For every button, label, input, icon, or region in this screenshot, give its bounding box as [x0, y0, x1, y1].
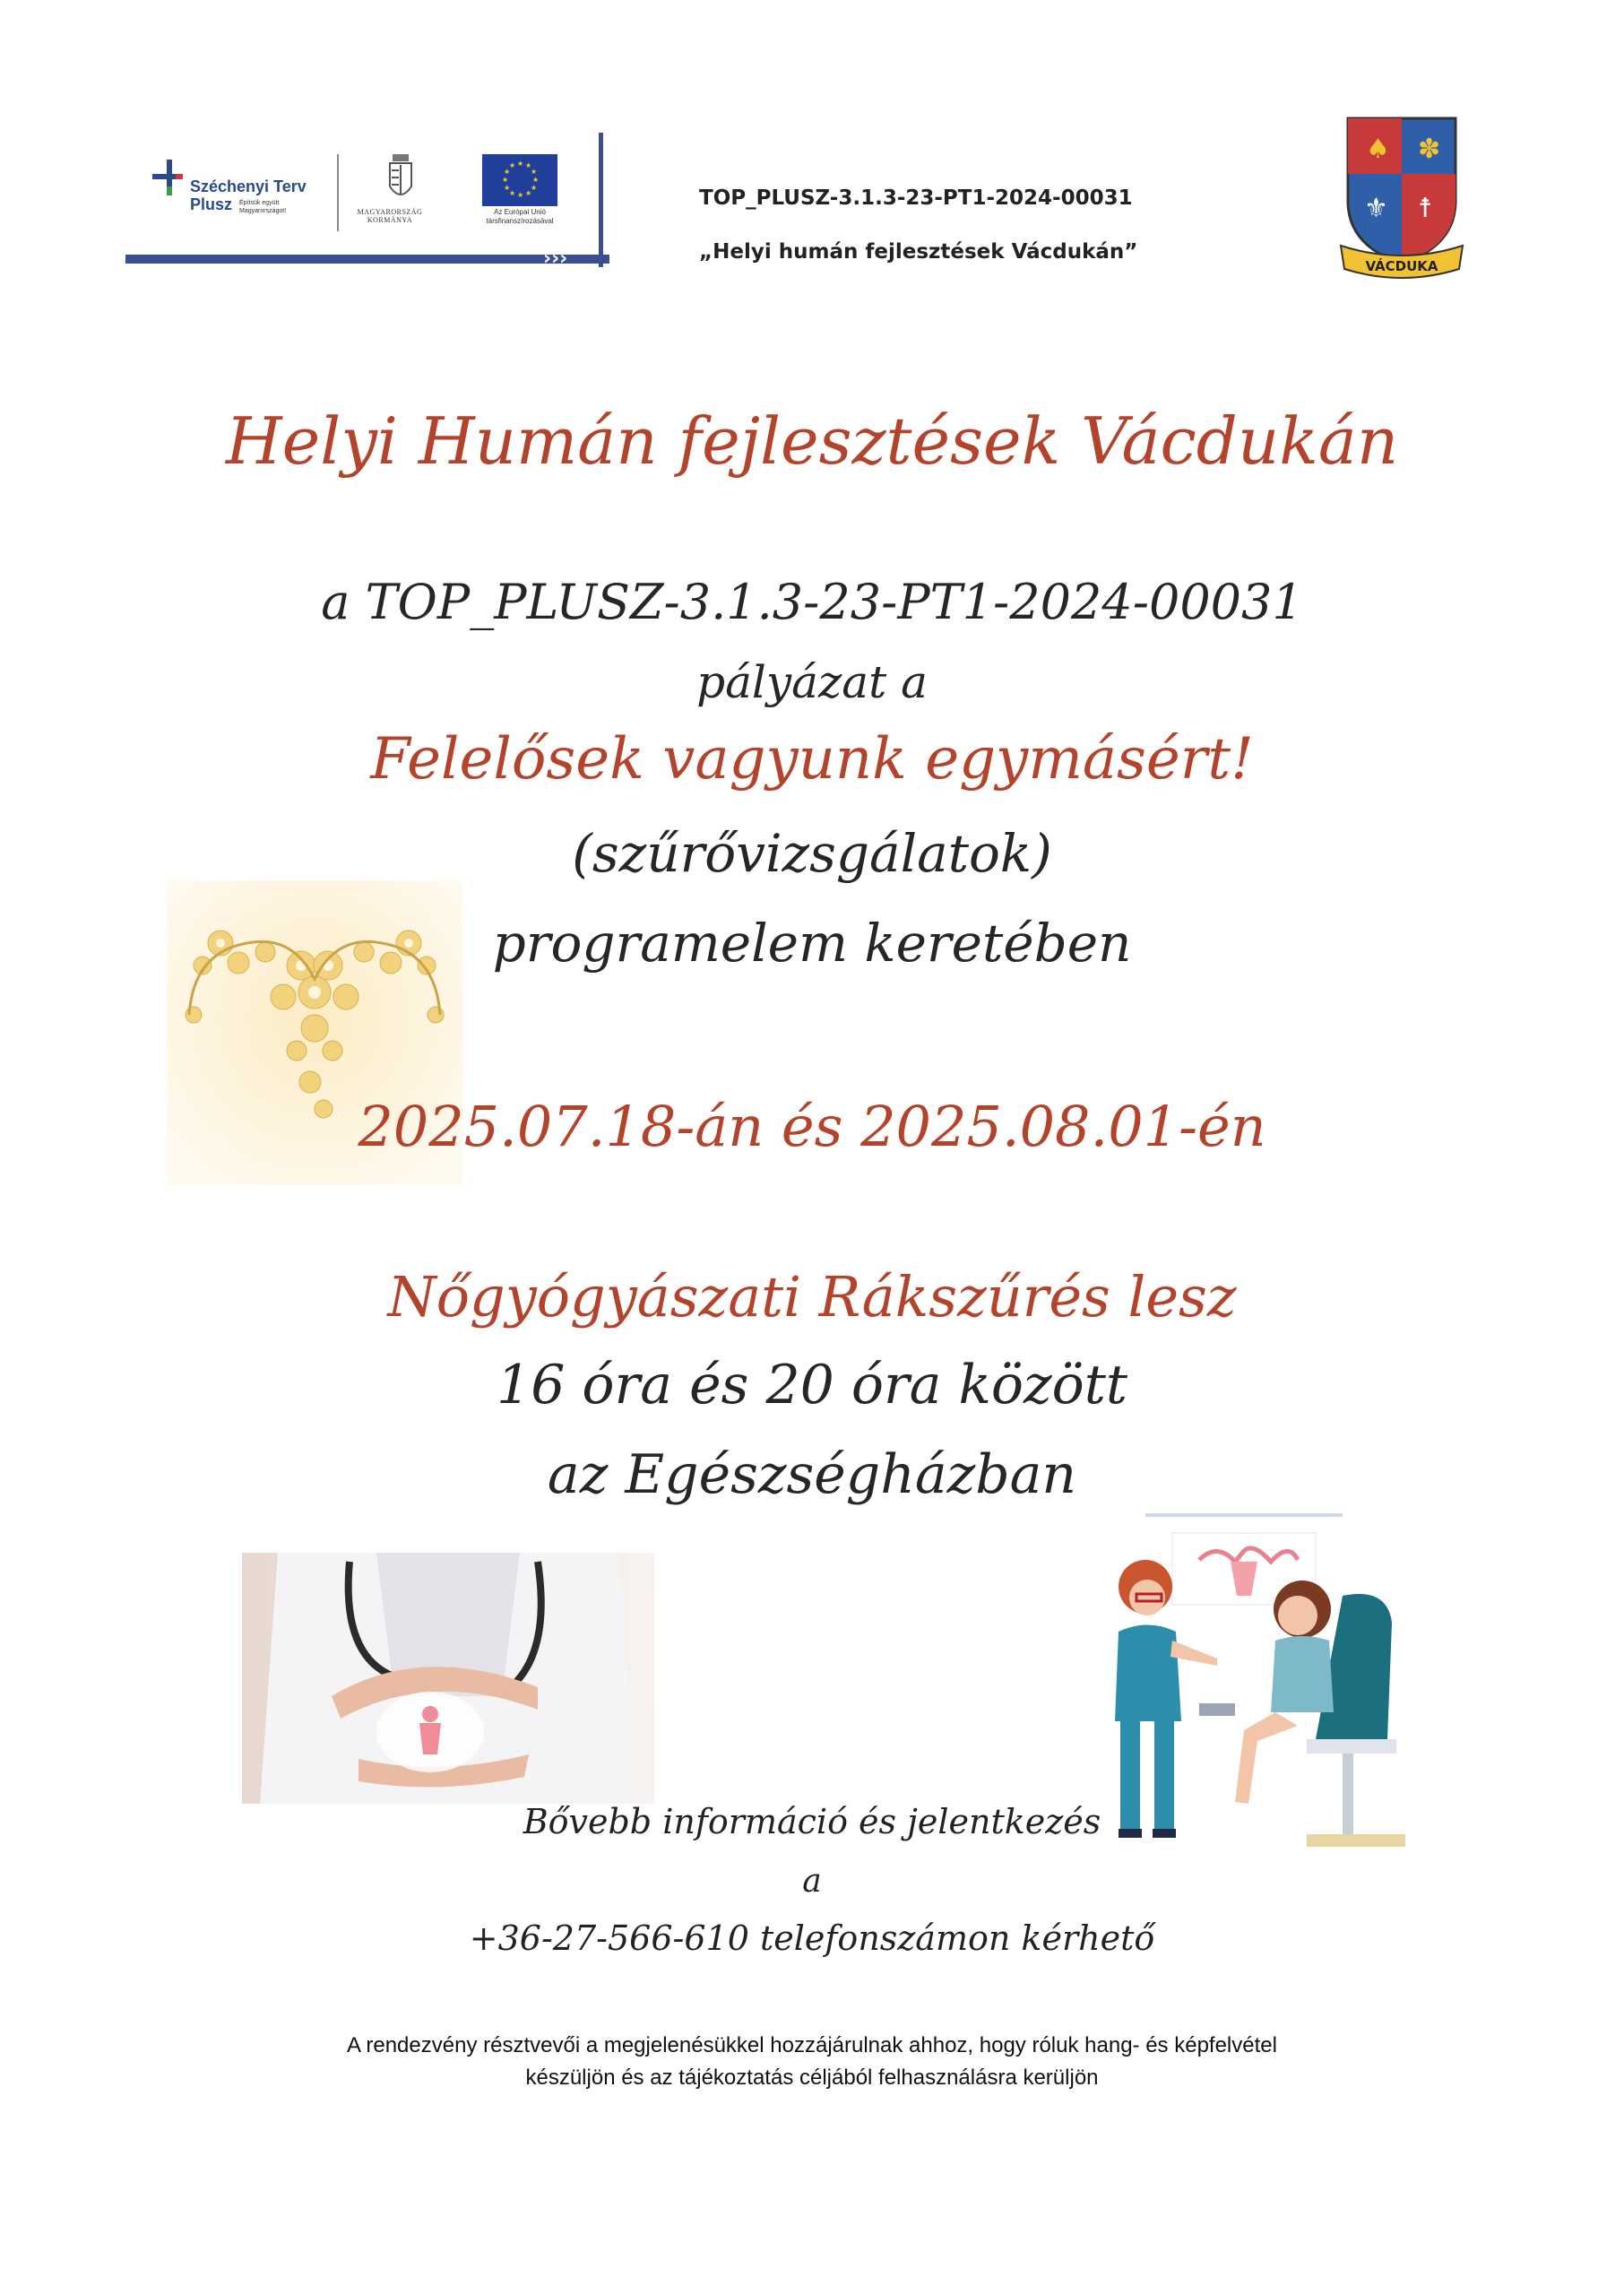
government-logo-line1: MAGYARORSZÁG: [357, 208, 423, 216]
svg-text:★: ★: [525, 189, 532, 197]
doctor-hands-image: [242, 1553, 654, 1804]
svg-text:♠: ♠: [1366, 134, 1390, 165]
svg-text:★: ★: [509, 189, 516, 197]
vacduka-shield-icon: [1339, 111, 1464, 281]
eu-flag-icon: [482, 154, 557, 206]
svg-text:★: ★: [504, 184, 511, 192]
shield-banner-label: VÁCDUKA: [1365, 258, 1438, 274]
svg-text:★: ★: [525, 161, 532, 169]
chevron-right-icon: ›››: [543, 247, 568, 270]
government-logo-text: [345, 208, 435, 224]
szechenyi-logo-line2: Plusz: [190, 195, 233, 213]
logo-divider: [337, 154, 339, 231]
program-subtitle: (szűrővizsgálatok): [572, 823, 1052, 884]
info-line: Bővebb információ és jelentkezés: [523, 1802, 1101, 1841]
info-connector: a: [802, 1863, 822, 1900]
szechenyi-logo-line1: Széchenyi Terv: [190, 178, 307, 195]
consent-notice-line1: A rendezvény résztvevői a megjelenésükkel hozzájárulnak ahhoz, hogy róluk hang- és képfelvétel: [347, 2033, 1277, 2057]
svg-text:✽: ✽: [1418, 134, 1441, 165]
svg-text:⚜: ⚜: [1364, 193, 1388, 224]
government-logo-line2: KORMÁNYA: [367, 216, 413, 224]
project-name: „Helyi humán fejlesztések Vácdukán”: [699, 240, 1138, 264]
consent-notice-line2: készüljön és az tájékoztatás céljából felhasználásra kerüljön: [525, 2066, 1099, 2090]
svg-text:★: ★: [531, 184, 538, 192]
logo-underline: [125, 247, 609, 270]
event-place: az Egészségházban: [547, 1443, 1077, 1506]
tender-line: pályázat a: [696, 656, 928, 708]
svg-text:★: ★: [502, 176, 509, 184]
program-frame-line: programelem keretében: [492, 913, 1132, 974]
event-time: 16 óra és 20 óra között: [497, 1354, 1127, 1416]
svg-text:☨: ☨: [1418, 193, 1433, 224]
szechenyi-cross-icon: [151, 160, 186, 204]
tender-code-line: a TOP_PLUSZ-3.1.3-23-PT1-2024-00031: [321, 574, 1303, 630]
phone-line: +36-27-566-610 telefonszámon kérhető: [469, 1918, 1155, 1958]
svg-text:★: ★: [517, 191, 524, 199]
event-name: Nőgyógyászati Rákszűrés lesz: [387, 1264, 1237, 1329]
svg-text:★: ★: [531, 168, 538, 176]
svg-text:★: ★: [517, 160, 524, 168]
project-code: TOP_PLUSZ-3.1.3-23-PT1-2024-00031: [699, 186, 1133, 210]
eu-logo-line2: társfinanszírozásával: [486, 217, 554, 225]
poster-title: Helyi Humán fejlesztések Vácdukán: [225, 403, 1399, 479]
program-slogan: Felelősek vagyunk egymásért!: [370, 726, 1254, 792]
szechenyi-tagline: Építsük együtt Magyarországot!: [239, 200, 287, 214]
event-dates: 2025.07.18-án és 2025.08.01-én: [358, 1094, 1266, 1159]
eu-logo-text: [466, 208, 574, 226]
svg-text:★: ★: [509, 161, 516, 169]
svg-text:★: ★: [504, 168, 511, 176]
eu-logo-line1: Az Európai Unió: [494, 208, 546, 216]
svg-text:★: ★: [532, 176, 540, 184]
hungary-crest-icon: [387, 152, 414, 203]
logo-frame-line: [599, 133, 603, 267]
